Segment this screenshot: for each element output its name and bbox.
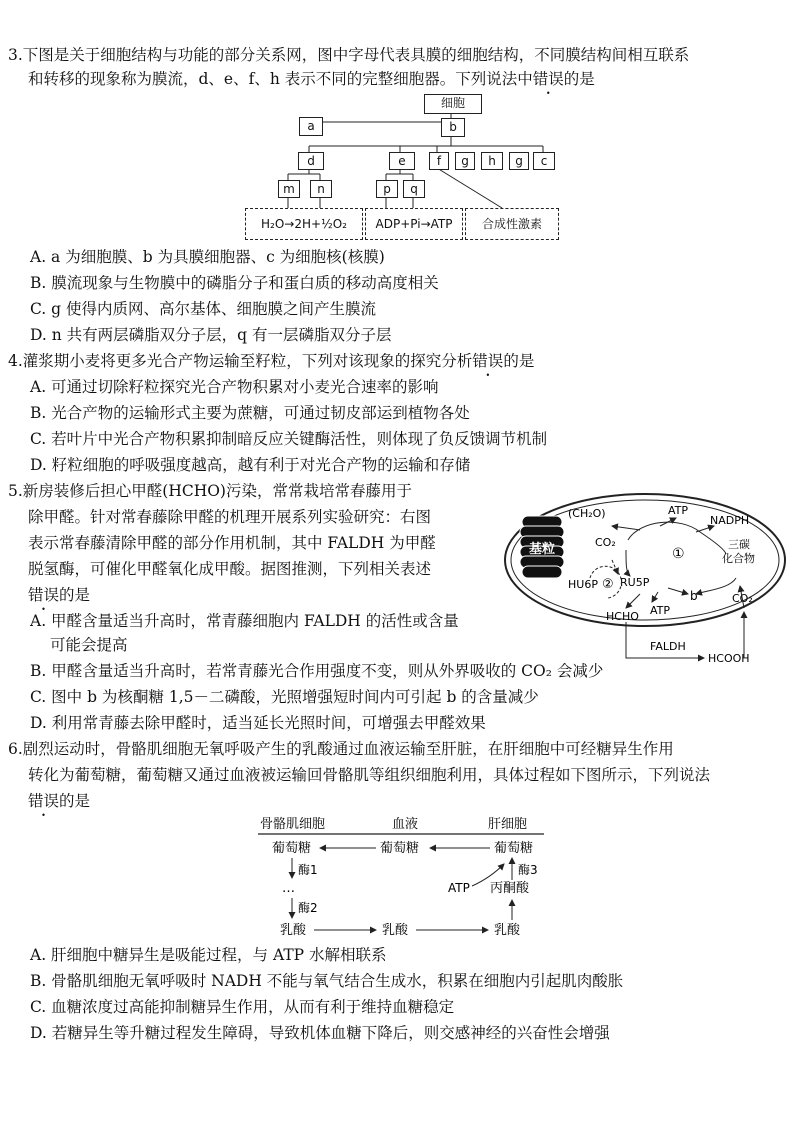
three-carbon-label-1: 三碳 [728, 538, 750, 551]
q3-emphasis: 错误 [532, 70, 564, 88]
glucose-blood: 葡萄糖 [380, 841, 420, 856]
q4-stem [8, 350, 534, 372]
three-carbon-label-2: 化合物 [722, 552, 755, 565]
enzyme-1-label: 酶1 [298, 863, 318, 877]
q5-stem-line4: 脱氢酶，可催化甲醛氧化成甲酸。据图推测，下列相关表述 [28, 560, 432, 578]
diagram-node-b: b [441, 118, 465, 137]
diagram-node-n: n [310, 180, 332, 198]
ellipsis: … [282, 881, 295, 896]
glucose-muscle: 葡萄糖 [272, 841, 312, 856]
diagram-node-p: p [376, 180, 398, 198]
co2-right-label: CO₂ [732, 592, 753, 605]
nadph-label: NADPH [710, 514, 750, 527]
q6-stem-line2: 转化为葡萄糖，葡萄糖又通过血液被运输回骨骼肌等组织细胞利用，具体过程如下图所示，下列说法 [28, 766, 711, 784]
q6-option-b: B. 骨骼肌细胞无氧呼吸时 NADH 不能与氧气结合生成水，积累在细胞内引起肌肉酸胀 [30, 972, 624, 990]
q6-option-c: C. 血糖浓度过高能抑制糖异生作用，从而有利于维持血糖稳定 [30, 998, 455, 1016]
glucose-liver: 葡萄糖 [494, 841, 534, 856]
diagram-node-h: h [481, 152, 503, 170]
diagram-node-q: q [403, 180, 425, 198]
q3-option-a: A. a 为细胞膜、b 为具膜细胞器、c 为细胞核(核膜) [30, 248, 385, 266]
q6-stem-end: 的是 [59, 792, 91, 810]
diagram-box-water-split: H₂O→2H+½O₂ [245, 208, 363, 240]
diagram-box-atp-synthesis: ADP+Pi→ATP [365, 208, 463, 240]
diagram-node-c: c [533, 152, 555, 170]
lactate-muscle: 乳酸 [280, 923, 307, 938]
q3-option-c: C. g 使得内质网、高尔基体、细胞膜之间产生膜流 [30, 300, 377, 318]
cycle-step-1: ① [672, 546, 685, 562]
q4-stem-end: 的是 [503, 352, 535, 370]
enzyme-2-label: 酶2 [298, 901, 318, 915]
q5-option-a-line1: A. 甲醛含量适当升高时，常青藤细胞内 FALDH 的活性或含量 [30, 612, 459, 630]
q3-stem-line1: 3.下图是关于细胞结构与功能的部分关系网，图中字母代表具膜的细胞结构，不同膜结构间相互联系 [8, 46, 690, 64]
q5-chloroplast-diagram [500, 490, 790, 662]
q3-option-b: B. 膜流现象与生物膜中的磷脂分子和蛋白质的移动高度相关 [30, 274, 439, 292]
diagram-node-g: g [455, 152, 475, 170]
diagram-node-cell: 细胞 [424, 94, 482, 114]
b-label: b [690, 589, 698, 603]
hcooh-label: HCOOH [708, 652, 750, 662]
atp-label: ATP [448, 881, 470, 895]
faldh-label: FALDH [650, 640, 686, 653]
diagram-node-d: d [298, 152, 324, 170]
col-skeletal-muscle: 骨骼肌细胞 [260, 817, 326, 832]
q3-stem-end: 的是 [563, 70, 595, 88]
q5-stem-line1: 5.新房装修后担心甲醛(HCHO)污染，常常栽培常春藤用于 [8, 482, 412, 500]
diagram-node-a: a [299, 117, 323, 136]
q5-option-a-line2: 可能会提高 [50, 636, 128, 654]
q6-emphasis: 错误 [28, 792, 60, 810]
diagram-box-sex-hormone: 合成性激素 [465, 208, 559, 240]
cycle-step-2: ② [602, 577, 614, 592]
q6-stem-line3 [28, 790, 90, 812]
q5-stem-line5 [28, 584, 90, 606]
diagram-node-e: e [389, 152, 415, 170]
q4-emphasis: 错误 [472, 352, 504, 370]
pyruvate-label: 丙酮酸 [490, 881, 530, 896]
atp-low-label: ATP [650, 604, 671, 617]
col-blood: 血液 [392, 817, 419, 832]
ru5p-label: RU5P [620, 576, 650, 589]
q4-option-c: C. 若叶片中光合产物积累抑制暗反应关键酶活性，则体现了负反馈调节机制 [30, 430, 548, 448]
q6-option-a: A. 肝细胞中糖异生是吸能过程，与 ATP 水解相联系 [30, 946, 387, 964]
granum-label: 基粒 [528, 542, 556, 557]
hcho-label: HCHO [606, 610, 639, 623]
q6-cori-cycle-diagram [258, 812, 548, 942]
q4-stem-text: 4.灌浆期小麦将更多光合产物运输至籽粒，下列对该现象的探究分析 [8, 352, 473, 370]
q6-option-d: D. 若糖异生等升糖过程发生障碍，导致机体血糖下降后，则交感神经的兴奋性会增强 [30, 1024, 610, 1042]
q5-emphasis: 错误 [28, 586, 60, 604]
enzyme-3-label: 酶3 [518, 863, 538, 877]
atp-top-label: ATP [668, 504, 689, 517]
q5-option-c: C. 图中 b 为核酮糖 1,5－二磷酸，光照增强短时间内可引起 b 的含量减少 [30, 688, 539, 706]
col-liver: 肝细胞 [488, 817, 528, 832]
lactate-blood: 乳酸 [382, 923, 409, 938]
q6-stem-line1: 6.剧烈运动时，骨骼肌细胞无氧呼吸产生的乳酸通过血液运输至肝脏，在肝细胞中可经糖异生作用 [8, 740, 674, 758]
q3-option-d: D. n 共有两层磷脂双分子层，q 有一层磷脂双分子层 [30, 326, 392, 344]
diagram-node-g2: g [509, 152, 529, 170]
q3-stem-line2 [28, 68, 595, 90]
q4-option-b: B. 光合产物的运输形式主要为蔗糖，可通过韧皮部运到植物各处 [30, 404, 470, 422]
q5-stem-line2: 除甲醛。针对常春藤除甲醛的机理开展系列实验研究：右图 [28, 508, 432, 526]
diagram-node-f: f [429, 152, 449, 170]
diagram-node-m: m [278, 180, 300, 198]
q4-option-d: D. 籽粒细胞的呼吸强度越高，越有利于对光合产物的运输和存储 [30, 456, 471, 474]
q5-stem-line3: 表示常春藤清除甲醛的部分作用机制，其中 FALDH 为甲醛 [28, 534, 436, 552]
q5-option-b: B. 甲醛含量适当升高时，若常青藤光合作用强度不变，则从外界吸收的 CO₂ 会减少 [30, 662, 604, 680]
q5-stem-end: 的是 [59, 586, 91, 604]
hu6p-label: HU6P [568, 578, 598, 591]
q4-option-a: A. 可通过切除籽粒探究光合产物积累对小麦光合速率的影响 [30, 378, 439, 396]
co2-inner-label: CO₂ [595, 536, 616, 549]
q5-option-d: D. 利用常青藤去除甲醛时，适当延长光照时间，可增强去甲醛效果 [30, 714, 486, 732]
ch2o-label: (CH₂O) [568, 507, 606, 520]
q3-stem-text: 和转移的现象称为膜流，d、e、f、h 表示不同的完整细胞器。下列说法中 [28, 70, 533, 88]
lactate-liver: 乳酸 [494, 923, 521, 938]
